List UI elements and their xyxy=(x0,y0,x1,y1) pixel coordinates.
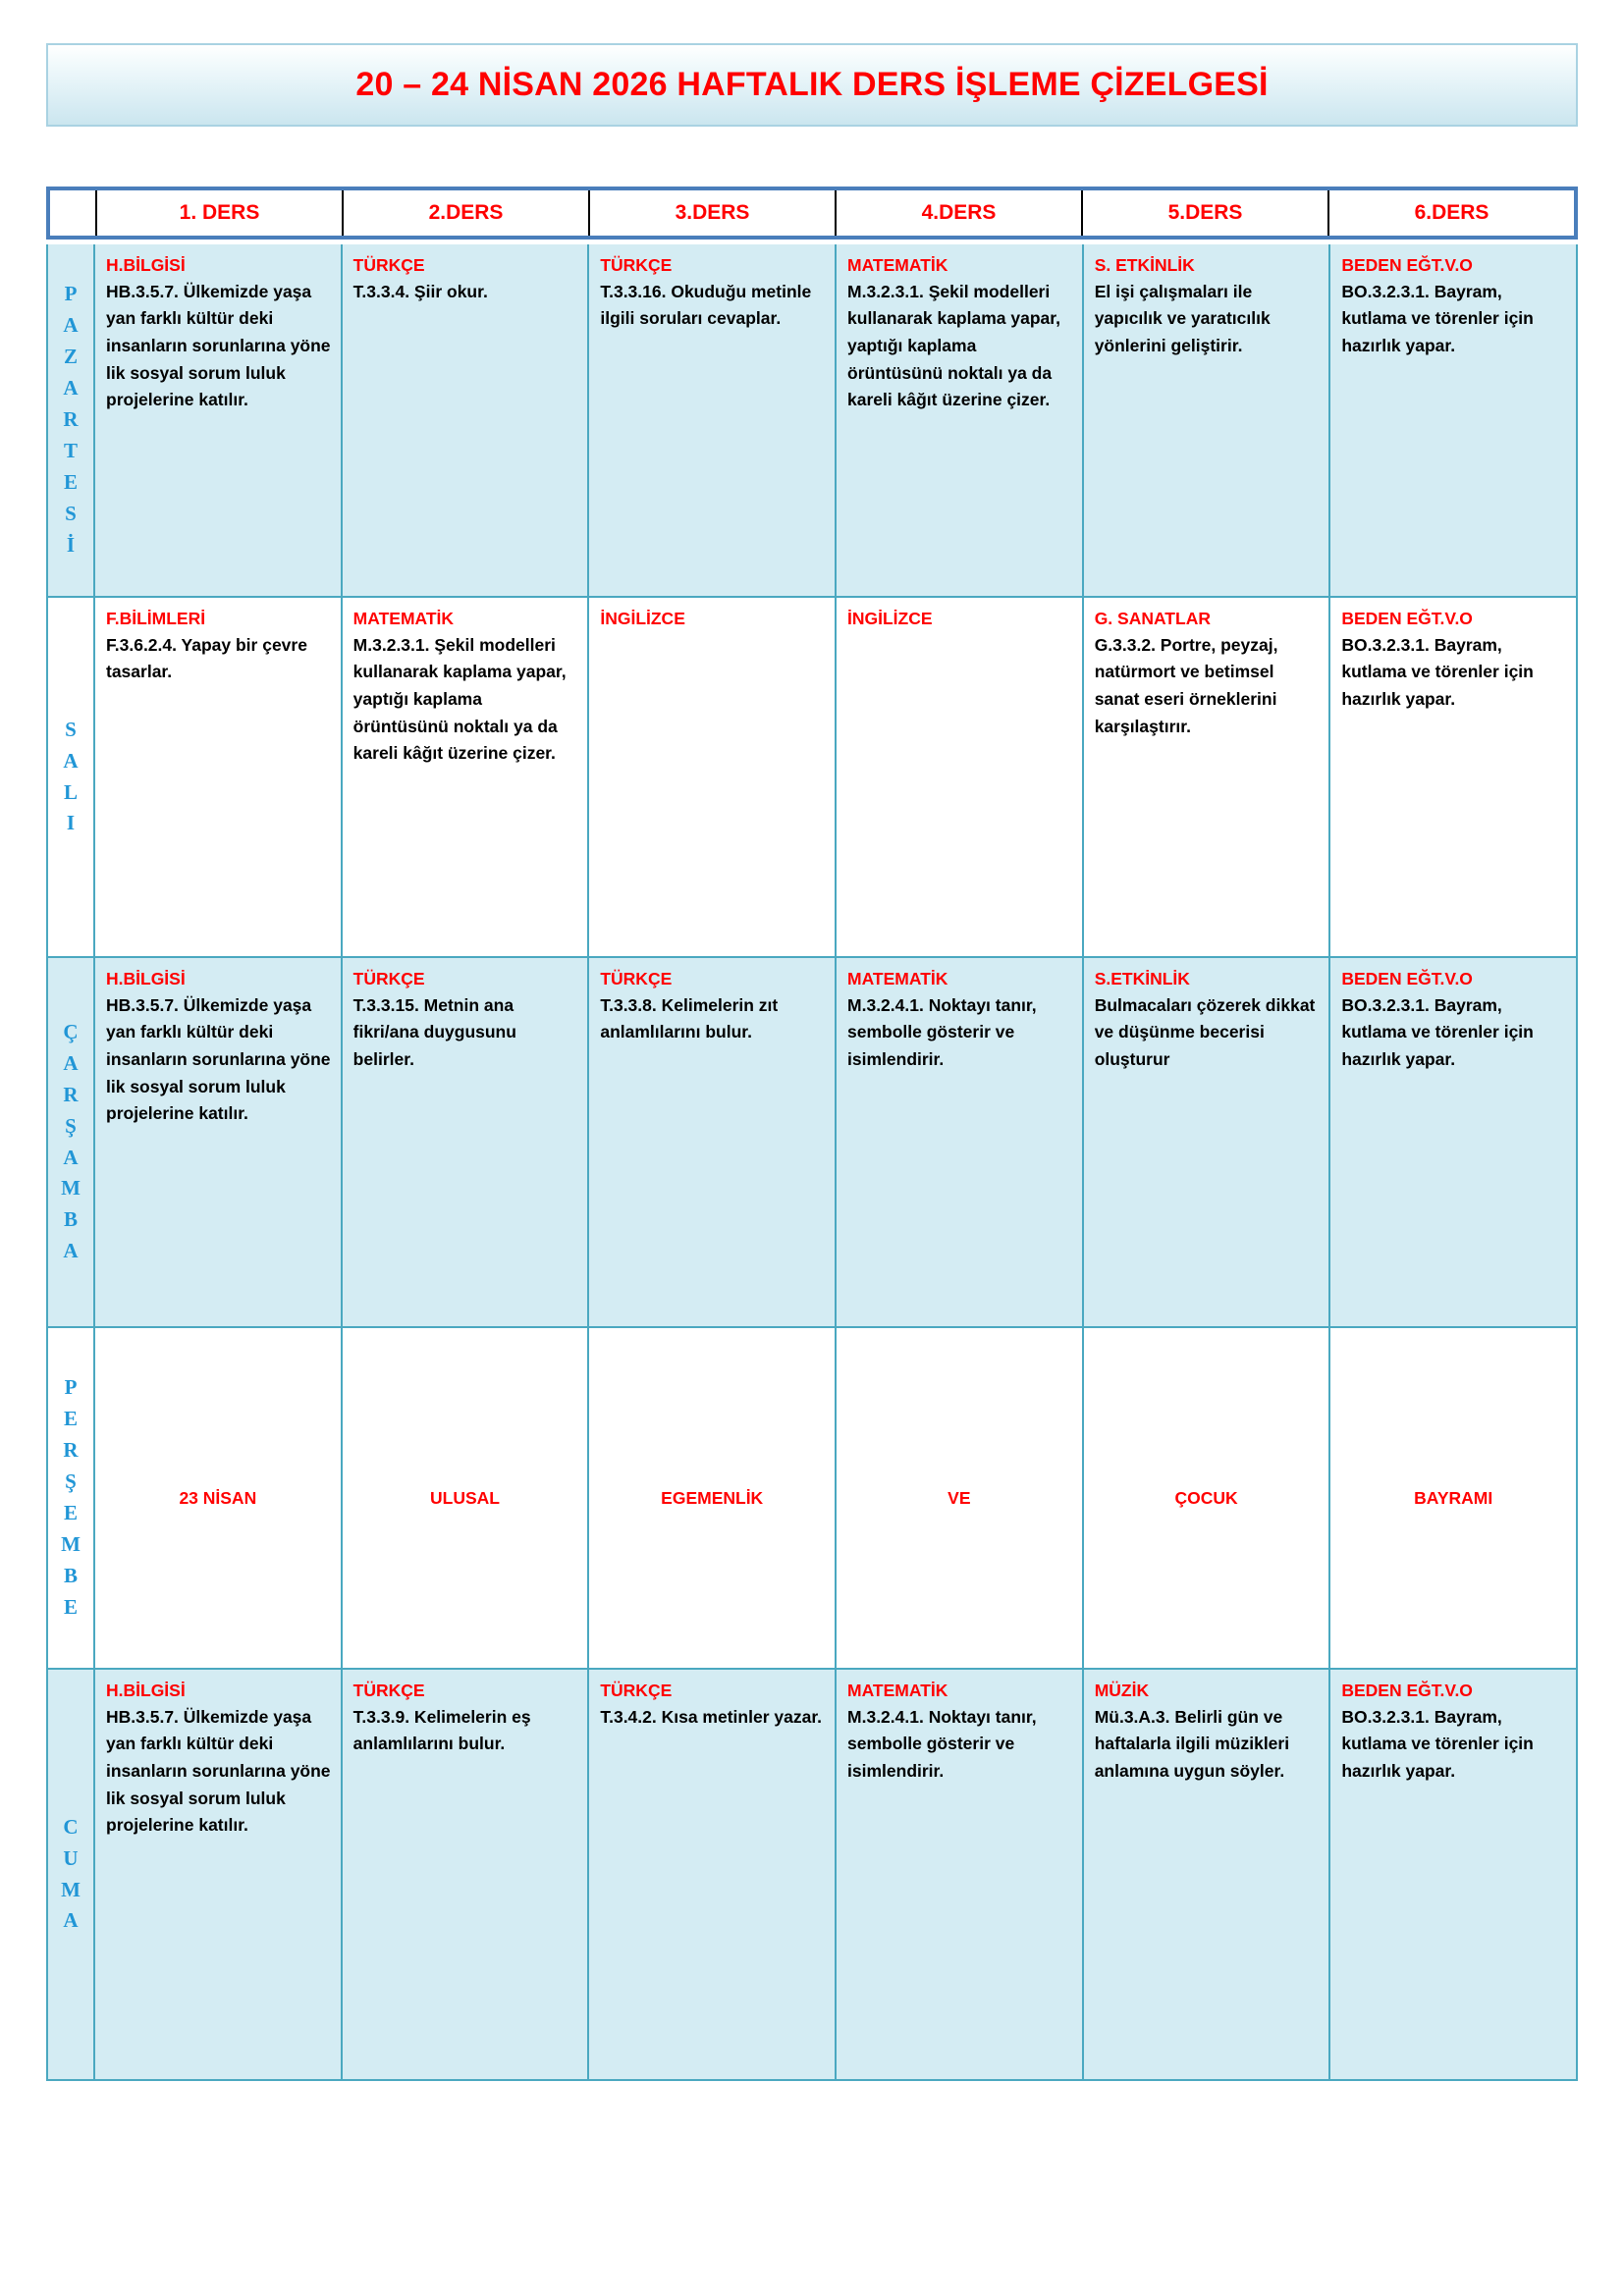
schedule-grid xyxy=(46,244,1578,2081)
day-label-letter: U xyxy=(63,1845,79,1870)
day-label-letter: İ xyxy=(66,532,76,557)
holiday-word: BAYRAMI xyxy=(1414,1487,1493,1508)
day-label-letter: P xyxy=(64,282,78,306)
lesson-subject: G. SANATLAR xyxy=(1094,609,1211,628)
lesson-objective: T.3.3.9. Kelimelerin eş anlamlılarını bulur. xyxy=(352,1706,531,1754)
holiday-word: EGEMENLİK xyxy=(661,1487,764,1508)
day-label-letter: A xyxy=(63,313,79,338)
lesson-cell-cuma-2 xyxy=(343,1670,590,2079)
lesson-cell-çarşamba-2 xyxy=(343,958,590,1326)
lesson-cell-cuma-3 xyxy=(589,1670,837,2079)
holiday-cell-3 xyxy=(589,1328,837,1668)
lesson-subject: BEDEN EĞT.V.O xyxy=(1341,255,1473,275)
lesson-cell-çarşamba-1 xyxy=(95,958,343,1326)
lesson-objective: BO.3.2.3.1. Bayram, kutlama ve törenler için hazırlık yapar. xyxy=(1341,634,1534,710)
day-label-letter: E xyxy=(63,469,78,494)
lesson-objective: El işi çalışmaları ile yapıcılık ve yaratıcılık yönlerini geliştirir. xyxy=(1094,281,1271,356)
title-banner xyxy=(46,43,1578,127)
day-label-letter: P xyxy=(64,1375,78,1400)
lesson-objective: HB.3.5.7. Ülkemizde yaşa yan farklı kültür deki insanların sorunlarına yöne lik sosyal sorum luluk projelerine katılır. xyxy=(106,994,331,1124)
lesson-cell-çarşamba-4 xyxy=(837,958,1084,1326)
lesson-cell-sali-5 xyxy=(1084,598,1331,956)
lesson-objective: T.3.3.8. Kelimelerin zıt anlamlılarını bulur. xyxy=(600,994,779,1042)
day-label-letter: B xyxy=(63,1207,78,1232)
holiday-cell-5 xyxy=(1084,1328,1331,1668)
day-row-cuma xyxy=(48,1670,1576,2079)
day-label-letter: R xyxy=(63,1438,79,1463)
lesson-objective: M.3.2.4.1. Noktayı tanır, sembolle gösterir ve isimlendirir. xyxy=(847,994,1037,1070)
header-day-spacer xyxy=(50,190,97,236)
day-label-letter: A xyxy=(63,748,79,773)
day-label-letter: E xyxy=(63,1594,78,1619)
lesson-cell-sali-4 xyxy=(837,598,1084,956)
day-label-letter: C xyxy=(63,1814,79,1839)
column-header-lesson-2: 2.DERS xyxy=(344,190,590,236)
lesson-subject: MATEMATİK xyxy=(847,255,948,275)
lesson-objective: BO.3.2.3.1. Bayram, kutlama ve törenler için hazırlık yapar. xyxy=(1341,994,1534,1070)
day-label-letter: T xyxy=(63,438,78,462)
lesson-subject: BEDEN EĞT.V.O xyxy=(1341,1681,1473,1700)
lesson-objective: F.3.6.2.4. Yapay bir çevre tasarlar. xyxy=(106,634,307,682)
lesson-objective: M.3.2.3.1. Şekil modelleri kullanarak kaplama yapar, yaptığı kaplama örüntüsünü noktalı ya da kareli kâğıt üzerine çizer. xyxy=(847,281,1060,410)
page-title: 20 – 24 NİSAN 2026 HAFTALIK DERS İŞLEME ÇİZELGESİ xyxy=(355,66,1269,103)
lesson-subject: MATEMATİK xyxy=(847,969,948,988)
lesson-subject: H.BİLGİSİ xyxy=(106,255,186,275)
day-label-letter: A xyxy=(63,1239,79,1263)
lesson-cell-sali-1 xyxy=(95,598,343,956)
holiday-word: 23 NİSAN xyxy=(179,1487,257,1508)
column-header-lesson-6: 6.DERS xyxy=(1414,201,1489,224)
day-label-sali xyxy=(48,598,95,956)
holiday-word: VE xyxy=(947,1487,971,1508)
lesson-objective: HB.3.5.7. Ülkemizde yaşa yan farklı kültür deki insanların sorunlarına yöne lik sosyal sorum luluk projelerine katılır. xyxy=(106,1706,331,1836)
day-label-letter: M xyxy=(61,1877,81,1901)
lesson-cell-pazartesi̇-5 xyxy=(1084,244,1331,596)
day-label-letter: L xyxy=(63,779,78,804)
holiday-word: ÇOCUK xyxy=(1174,1487,1238,1508)
lesson-cell-çarşamba-6 xyxy=(1330,958,1576,1326)
lesson-objective: HB.3.5.7. Ülkemizde yaşa yan farklı kültür deki insanların sorunlarına yöne lik sosyal sorum luluk projelerine katılır. xyxy=(106,281,331,410)
day-label-letter: R xyxy=(63,407,79,432)
column-header-lesson-4: 4.DERS xyxy=(837,190,1083,236)
holiday-cell-4 xyxy=(837,1328,1084,1668)
day-label-letter: S xyxy=(65,717,77,741)
lesson-objective: T.3.3.15. Metnin ana fikri/ana duygusunu belirler. xyxy=(352,994,516,1070)
lesson-cell-sali-2 xyxy=(343,598,590,956)
day-row-perşembe xyxy=(48,1328,1576,1670)
day-row-sali xyxy=(48,598,1576,958)
day-label-letter: I xyxy=(66,811,76,835)
lesson-cell-cuma-5 xyxy=(1084,1670,1331,2079)
day-label-letter: B xyxy=(63,1563,78,1587)
lesson-objective: M.3.2.3.1. Şekil modelleri kullanarak kaplama yapar, yaptığı kaplama örüntüsünü noktalı ya da kareli kâğıt üzerine çizer. xyxy=(352,634,567,764)
lesson-objective: Bulmacaları çözerek dikkat ve düşünme becerisi oluşturur xyxy=(1094,994,1316,1070)
day-label-letter: M xyxy=(61,1531,81,1556)
day-label-perşembe xyxy=(48,1328,95,1668)
day-label-letter: Ş xyxy=(65,1469,77,1494)
lesson-objective: BO.3.2.3.1. Bayram, kutlama ve törenler için hazırlık yapar. xyxy=(1341,1706,1534,1782)
lesson-subject: TÜRKÇE xyxy=(352,255,425,275)
lesson-objective: Mü.3.A.3. Belirli gün ve haftalarla ilgili müzikleri anlamına uygun söyler. xyxy=(1094,1706,1290,1782)
holiday-cell-2 xyxy=(343,1328,590,1668)
lesson-objective: BO.3.2.3.1. Bayram, kutlama ve törenler için hazırlık yapar. xyxy=(1341,281,1534,356)
day-label-letter: A xyxy=(63,1050,79,1075)
lesson-subject: F.BİLİMLERİ xyxy=(106,609,206,628)
lesson-cell-sali-3 xyxy=(589,598,837,956)
lesson-cell-pazartesi̇-2 xyxy=(343,244,590,596)
lesson-objective: T.3.3.4. Şiir okur. xyxy=(352,281,488,301)
holiday-cell-1 xyxy=(95,1328,343,1668)
lesson-cell-cuma-1 xyxy=(95,1670,343,2079)
column-header-lesson-3: 3.DERS xyxy=(590,190,837,236)
lesson-subject: BEDEN EĞT.V.O xyxy=(1341,969,1473,988)
lesson-cell-pazartesi̇-3 xyxy=(589,244,837,596)
lesson-cell-çarşamba-3 xyxy=(589,958,837,1326)
day-label-letter: Z xyxy=(63,345,78,369)
lesson-cell-çarşamba-5 xyxy=(1084,958,1331,1326)
lesson-subject: İNGİLİZCE xyxy=(847,609,933,628)
lesson-cell-pazartesi̇-6 xyxy=(1330,244,1576,596)
lesson-subject: TÜRKÇE xyxy=(600,255,673,275)
day-label-pazartesi̇ xyxy=(48,244,95,596)
column-header-lesson-5: 5.DERS xyxy=(1083,190,1329,236)
lesson-subject: MATEMATİK xyxy=(352,609,455,628)
lesson-subject: S.ETKİNLİK xyxy=(1094,969,1190,988)
lesson-subject: TÜRKÇE xyxy=(600,969,673,988)
day-row-pazartesi̇ xyxy=(48,244,1576,598)
lesson-cell-cuma-4 xyxy=(837,1670,1084,2079)
day-label-letter: S xyxy=(65,501,77,525)
day-label-letter: M xyxy=(61,1176,81,1201)
day-label-letter: A xyxy=(63,376,79,400)
lesson-objective: M.3.2.4.1. Noktayı tanır, sembolle gösterir ve isimlendirir. xyxy=(847,1706,1037,1782)
day-label-cuma xyxy=(48,1670,95,2079)
day-label-letter: R xyxy=(63,1082,79,1106)
lesson-subject: H.BİLGİSİ xyxy=(106,1681,186,1700)
day-row-çarşamba xyxy=(48,958,1576,1328)
day-label-letter: A xyxy=(63,1145,79,1169)
holiday-cell-6 xyxy=(1330,1328,1576,1668)
lesson-subject: S. ETKİNLİK xyxy=(1094,255,1195,275)
day-label-letter: Ş xyxy=(65,1113,77,1138)
lesson-cell-pazartesi̇-1 xyxy=(95,244,343,596)
lesson-subject: TÜRKÇE xyxy=(352,969,425,988)
lesson-subject: MATEMATİK xyxy=(847,1681,948,1700)
column-header-lesson-1: 1. DERS xyxy=(97,190,344,236)
lesson-objective: T.3.4.2. Kısa metinler yazar. xyxy=(600,1706,823,1727)
column-header-row xyxy=(46,187,1578,240)
holiday-word: ULUSAL xyxy=(430,1487,500,1508)
lesson-cell-sali-6 xyxy=(1330,598,1576,956)
lesson-subject: H.BİLGİSİ xyxy=(106,969,186,988)
lesson-subject: TÜRKÇE xyxy=(352,1681,425,1700)
lesson-cell-cuma-6 xyxy=(1330,1670,1576,2079)
lesson-subject: BEDEN EĞT.V.O xyxy=(1341,609,1473,628)
day-label-letter: A xyxy=(63,1908,79,1933)
day-label-çarşamba xyxy=(48,958,95,1326)
day-label-letter: E xyxy=(63,1407,78,1431)
day-label-letter: Ç xyxy=(63,1019,79,1043)
lesson-objective: G.3.3.2. Portre, peyzaj, natürmort ve betimsel sanat eseri örneklerini karşılaştırır. xyxy=(1094,634,1278,736)
lesson-subject: TÜRKÇE xyxy=(600,1681,673,1700)
lesson-cell-pazartesi̇-4 xyxy=(837,244,1084,596)
lesson-subject: İNGİLİZCE xyxy=(600,609,685,628)
day-label-letter: E xyxy=(63,1501,78,1524)
lesson-objective: T.3.3.16. Okuduğu metinle ilgili soruları cevaplar. xyxy=(600,281,812,329)
lesson-subject: MÜZİK xyxy=(1094,1681,1150,1700)
